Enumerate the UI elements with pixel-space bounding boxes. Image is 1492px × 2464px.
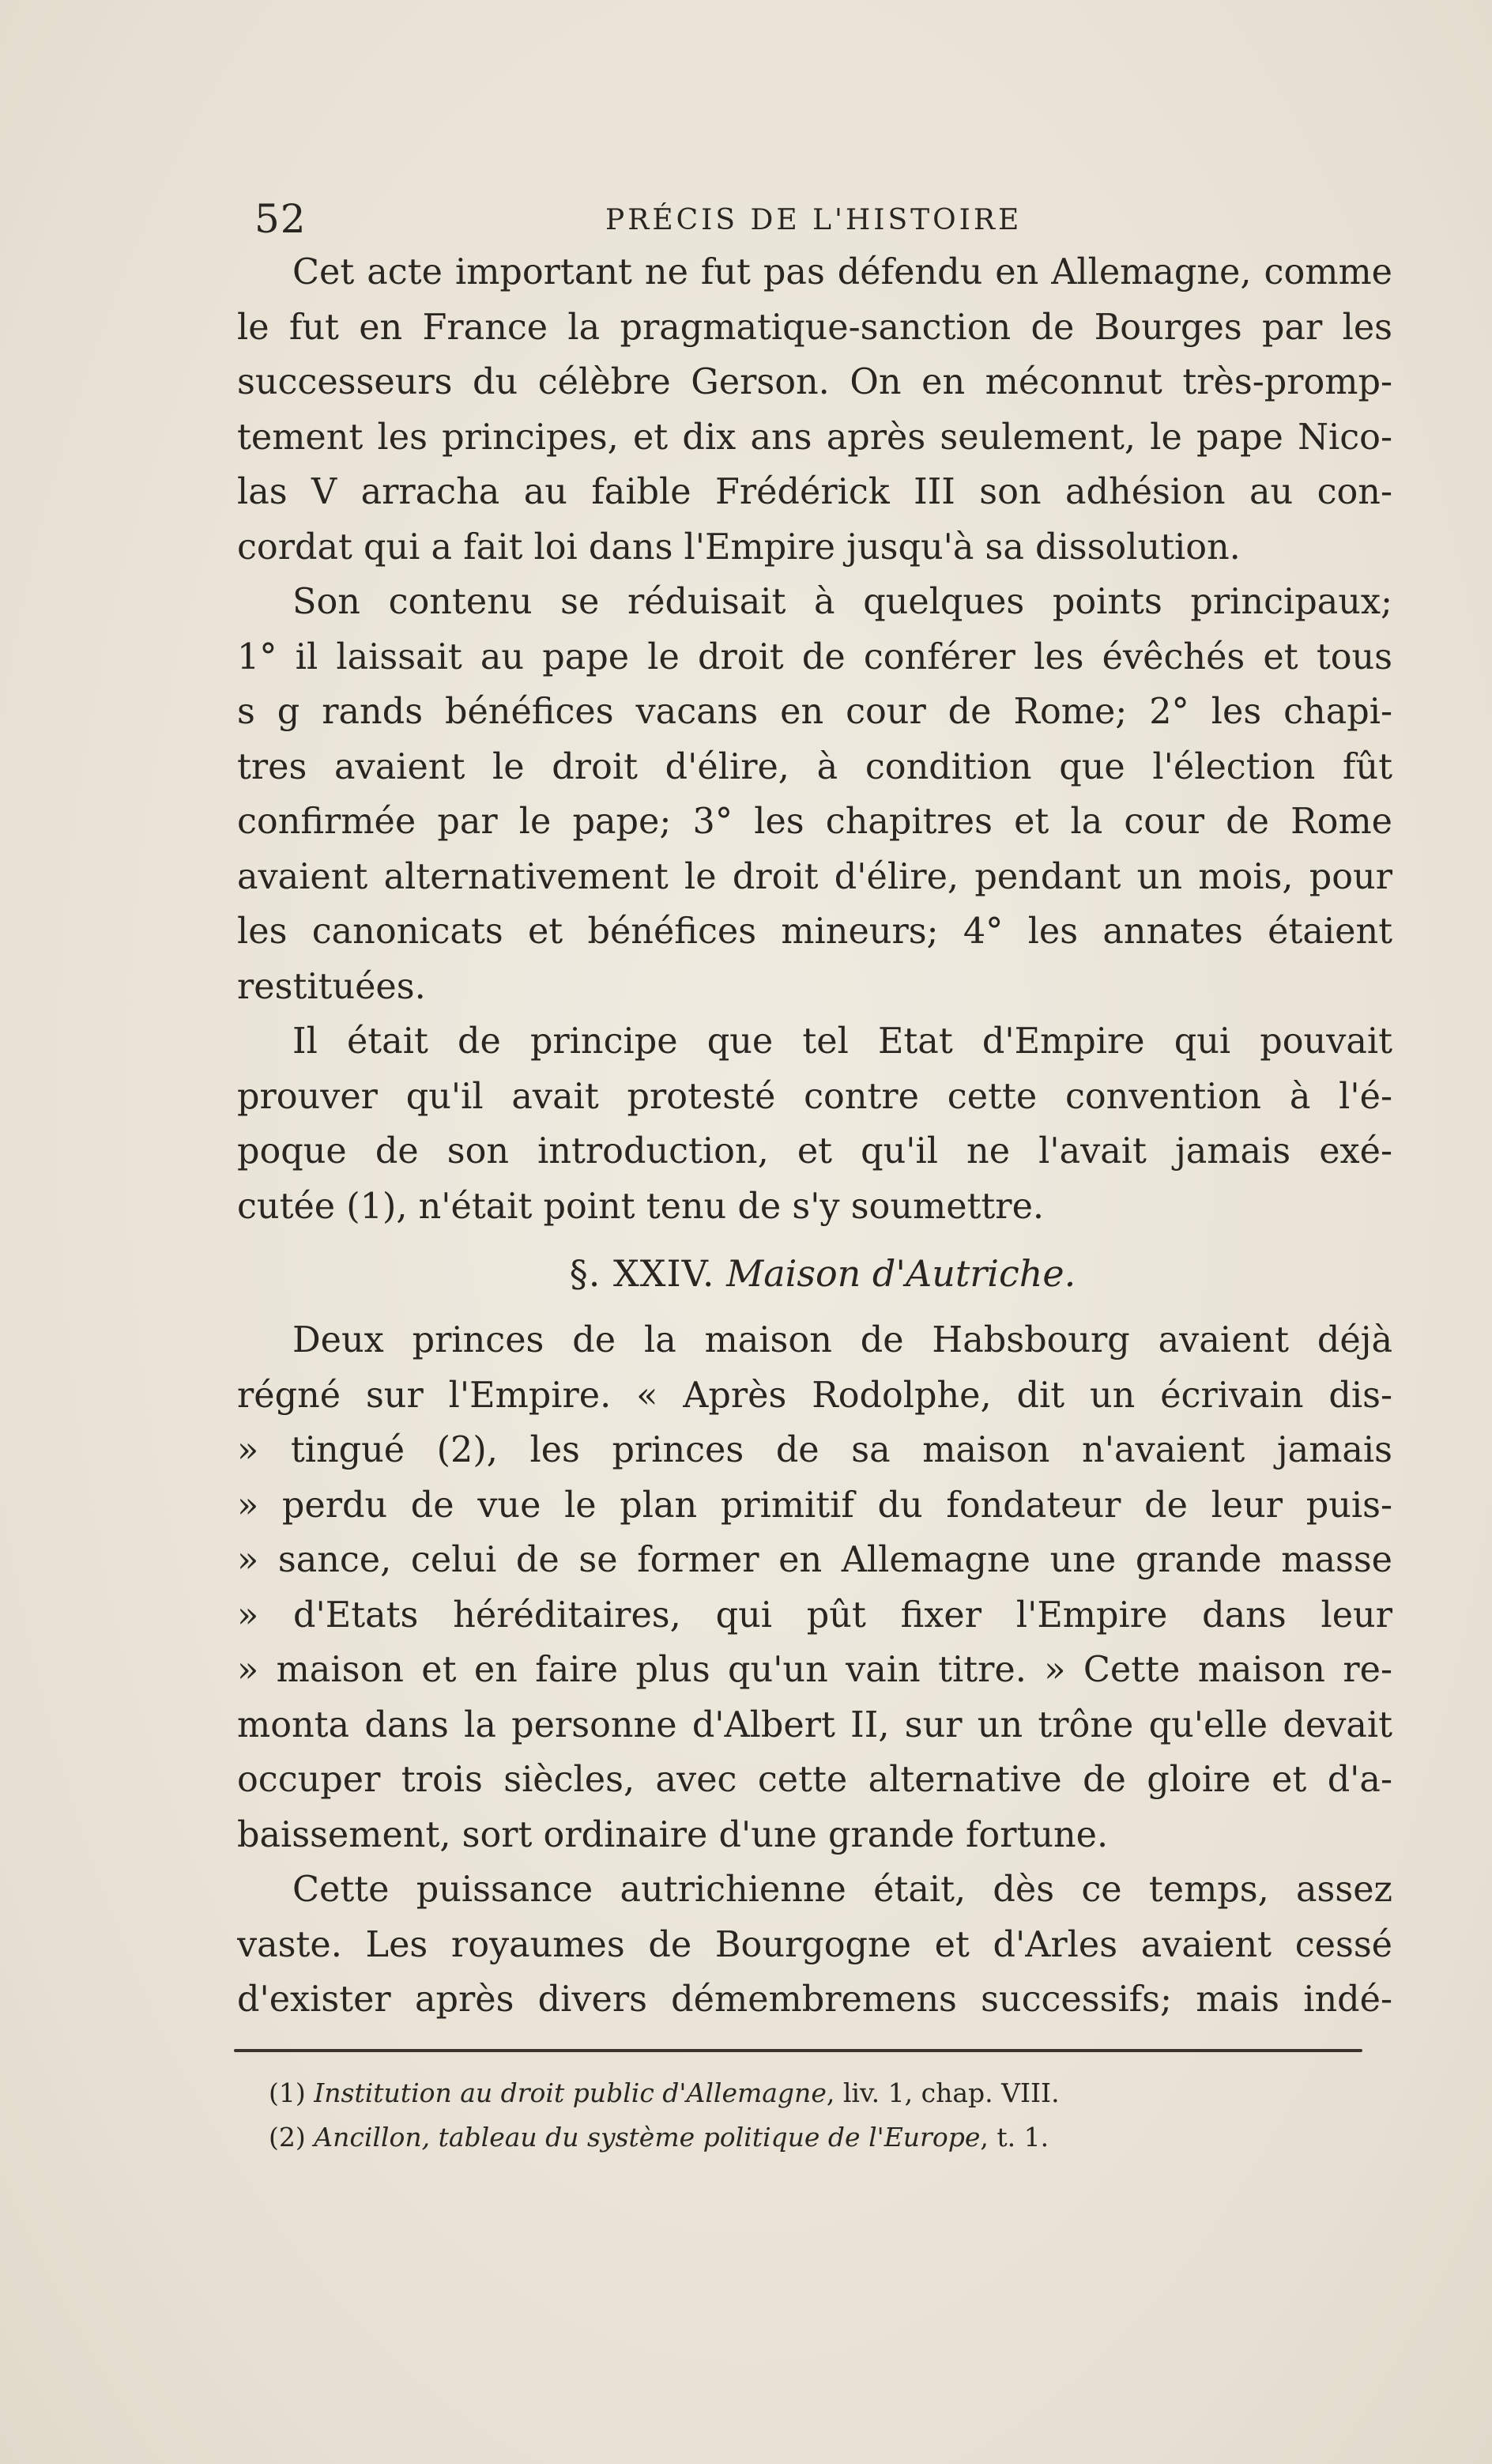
page-header: [254, 196, 1377, 243]
text-line: le fut en France la pragmatique-sanction de Bourges par les: [237, 307, 1392, 348]
text-line: » sance, celui de se former en Allemagne une grande masse: [237, 1540, 1392, 1580]
text-line: » tingué (2), les princes de sa maison n'avaient jamais: [237, 1430, 1392, 1470]
footnote-source: Ancillon, tableau du système politique de l'Europe: [314, 2122, 981, 2153]
text-line: Cet acte important ne fut pas défendu en Allemagne, comme: [292, 252, 1392, 292]
text-line: s g rands bénéfices vacans en cour de Rome; 2° les chapi-: [237, 692, 1392, 732]
text-line: restituées.: [237, 966, 426, 1007]
text-line: régné sur l'Empire. « Après Rodolphe, dit un écrivain dis-: [237, 1375, 1392, 1416]
text-line: tres avaient le droit d'élire, à condition que l'élection fût: [237, 746, 1392, 787]
text-line: » d'Etats héréditaires, qui pût fixer l'Empire dans leur: [237, 1594, 1392, 1636]
text-line: Cette puissance autrichienne était, dès ce temps, assez: [292, 1870, 1392, 1910]
text-line: occuper trois siècles, avec cette alternative de gloire et d'a-: [237, 1760, 1392, 1800]
text-line: baissement, sort ordinaire d'une grande fortune.: [237, 1814, 1109, 1855]
text-line: » maison et en faire plus qu'un vain titre. » Cette maison re-: [237, 1650, 1392, 1690]
text-line: avaient alternativement le droit d'élire, pendant un mois, pour: [237, 856, 1392, 897]
text-line: cordat qui a fait loi dans l'Empire jusqu'à sa dissolution.: [237, 526, 1241, 568]
text-line: Son contenu se réduisait à quelques points principaux;: [292, 582, 1392, 622]
text-line: Il était de principe que tel Etat d'Empire qui pouvait: [292, 1021, 1392, 1062]
text-line: successeurs du célèbre Gerson. On en méconnut très-promp-: [237, 362, 1392, 402]
text-line: poque de son introduction, et qu'il ne l'avait jamais exé-: [237, 1131, 1392, 1172]
page-number: 52: [254, 196, 307, 242]
text-line: las V arracha au faible Frédérick III son adhésion au con-: [237, 472, 1392, 512]
text-line: tement les principes, et dix ans après seulement, le pape Nico-: [237, 417, 1392, 458]
text-line: vaste. Les royaumes de Bourgogne et d'Arles avaient cessé: [237, 1924, 1392, 1965]
text-line: monta dans la personne d'Albert II, sur un trône qu'elle devait: [237, 1704, 1392, 1745]
text-line: confirmée par le pape; 3° les chapitres et la cour de Rome: [237, 802, 1392, 842]
body-text: [237, 245, 1392, 2028]
footnote-number: (2): [269, 2122, 306, 2153]
footnote-reference: , liv. 1, chap. VIII.: [826, 2077, 1060, 2108]
running-head: PRÉCIS DE L'HISTOIRE: [605, 204, 1023, 236]
text-line: 1° il laissait au pape le droit de conférer les évêchés et tous: [237, 636, 1392, 677]
footnote-source: Institution au droit public d'Allemagne: [314, 2077, 827, 2108]
text-line: Deux princes de la maison de Habsbourg avaient déjà: [292, 1320, 1392, 1360]
footnote-number: (1): [269, 2077, 306, 2108]
footnote-divider: [234, 2049, 1362, 2052]
section-heading: [237, 1234, 1392, 1313]
footnote-reference: , t. 1.: [980, 2122, 1049, 2153]
text-line: d'exister après divers démembremens successifs; mais indé-: [237, 1979, 1392, 2020]
text-line: » perdu de vue le plan primitif du fondateur de leur puis-: [237, 1485, 1392, 1526]
text-line: les canonicats et bénéfices mineurs; 4° les annates étaient: [237, 911, 1392, 952]
text-line: cutée (1), n'était point tenu de s'y soumettre.: [237, 1186, 1045, 1227]
text-line: prouver qu'il avait protesté contre cette convention à l'é-: [237, 1076, 1392, 1117]
section-title: Maison d'Autriche.: [726, 1252, 1076, 1295]
footnote: [269, 2071, 1336, 2115]
section-mark: §. XXIV.: [569, 1252, 715, 1295]
footnote: [269, 2115, 1336, 2160]
footnotes: [269, 2071, 1336, 2160]
